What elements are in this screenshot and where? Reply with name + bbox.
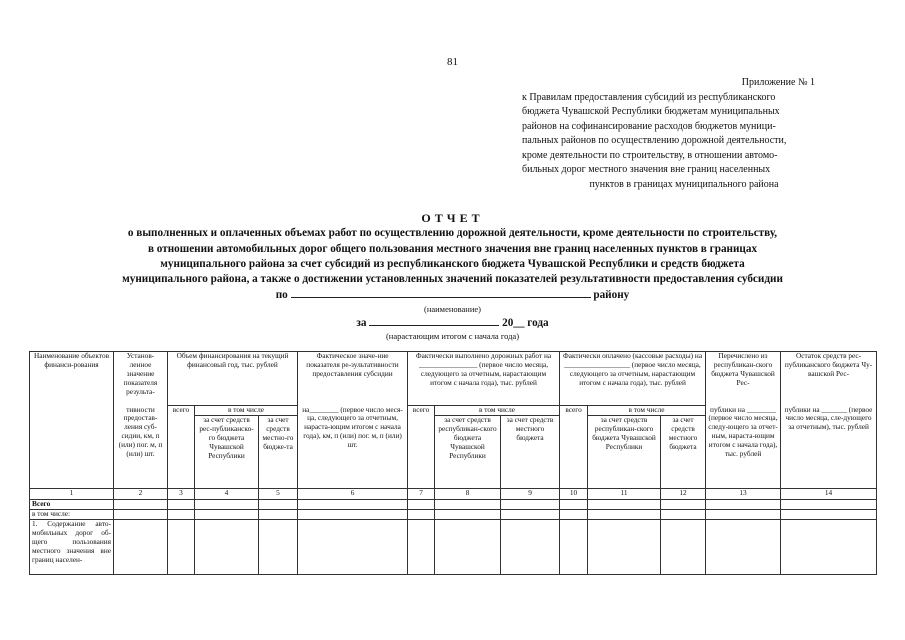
appendix-last-line: пунктов в границах муниципального района	[589, 178, 779, 190]
table-row	[30, 499, 877, 509]
report-subtitle-line: о выполненных и оплаченных объемах работ по осуществлению дорожной деятельности, кроме деятельности по строительству,	[127, 227, 778, 240]
column-number: 8	[435, 488, 501, 499]
column-number: 5	[259, 488, 298, 499]
column-number: 12	[661, 488, 706, 499]
header-paid-total: всего	[560, 406, 588, 489]
district-suffix: району	[593, 289, 630, 302]
column-number: 13	[706, 488, 781, 499]
appendix-line: бюджета Чувашской Республики бюджетам муниципальных	[522, 106, 780, 117]
appendix-block	[522, 76, 846, 192]
column-number: 6	[298, 488, 408, 499]
header-indicator-value-cont: тивности предостав-ления суб-сидии, км, п (или) пог. м, п (или) шт.	[114, 406, 168, 489]
header-work-done: Фактически выполнено дорожных работ на ________________ (первое число месяца, следующего за отчетным, нарастающим итогом с начала года), тыс. рублей	[408, 352, 560, 406]
appendix-line: районов на софинансирование расходов бюджетов муници-	[522, 120, 776, 132]
column-number: 1	[30, 488, 114, 499]
column-number: 3	[168, 488, 195, 499]
district-line	[30, 287, 875, 303]
district-prefix: по	[275, 289, 288, 302]
header-funding-volume: Объем финансирования на текущий финансовый год, тыс. рублей	[168, 352, 298, 406]
header-done-total: всего	[408, 406, 435, 489]
header-done-including: в том числе	[435, 406, 560, 416]
header-paid-rep-budget: за счет средств республикан-ского бюджета Чувашской Республики	[588, 415, 661, 488]
header-actual-indicator-cont: на________ (первое число меся-ца, следующего за отчетным, нараста-ющим итогом с начала года), км, п (или) пог. м, п (или) шт.	[298, 406, 408, 489]
header-paid-mun-budget: за счет средств местного бюджета	[661, 415, 706, 488]
header-paid-including: в том числе	[588, 406, 706, 416]
appendix-line: пальных районов по осуществлению дорожной деятельности,	[522, 135, 787, 146]
header-remainder-cont: публики на _______ (первое число месяца, сле-дующего за отчетным), тыс. рублей	[781, 406, 877, 489]
header-actual-indicator: Фактическое значе-ние показателя ре-зультативности предоставления субсидии	[298, 352, 408, 406]
row-label-total: Всего	[30, 499, 114, 509]
cumulative-caption: (нарастающим итогом с начала года)	[385, 331, 520, 342]
report-subtitle-line: муниципального района за счет субсидий из республиканского бюджета Чувашской Республики и средств бюджета	[160, 257, 745, 270]
report-subtitle-line: муниципального района, а также о достижении установленных значений показателей результативности предоставления субсидии	[122, 273, 783, 286]
district-name-field[interactable]	[291, 287, 591, 298]
page-number: 81	[447, 56, 458, 68]
column-number: 14	[781, 488, 877, 499]
column-number: 9	[501, 488, 560, 499]
period-prefix: за	[356, 316, 367, 329]
appendix-line: кроме деятельности по строительству, в отношении автомо-	[522, 149, 778, 161]
header-transferred: Перечислено из республикан-ского бюджета Чувашской Рес-	[706, 352, 781, 406]
period-year: 20__ года	[502, 316, 549, 329]
header-done-rep-budget: за счет средств республикан-ского бюджета Чувашской Республики	[435, 415, 501, 488]
appendix-heading: Приложение № 1	[741, 77, 815, 88]
column-number: 11	[588, 488, 661, 499]
header-funding-mun-budget: за счет средств местно-го бюдже-та	[259, 415, 298, 488]
table-row	[30, 509, 877, 519]
period-line	[30, 315, 875, 331]
header-done-mun-budget: за счет средств местного бюджета	[501, 415, 560, 488]
naming-caption: (наименование)	[423, 303, 482, 314]
column-number: 10	[560, 488, 588, 499]
row-label-including: в том числе:	[30, 509, 114, 519]
header-remainder: Остаток средств рес-публиканского бюджета Чу-вашской Рес-	[781, 352, 877, 406]
report-subtitle-line: в отношении автомобильных дорог общего пользования местного значения вне границ населенных пунктов в границах	[147, 242, 758, 255]
row-label-item-1: 1. Содержание авто-мобильных дорог об-щего пользования местного значения вне границ населен-	[30, 519, 114, 574]
column-number: 7	[408, 488, 435, 499]
header-funding-including: в том числе	[195, 406, 298, 416]
appendix-line: бильных дорог местного значения вне границ населенных	[522, 164, 771, 175]
header-funding-total: всего	[168, 406, 195, 489]
header-paid: Фактически оплачено (кассовые расходы) на __________________ (первое число месяца, следующего за отчетным, нарастающим итогом с начала года), тыс. рублей	[560, 352, 706, 406]
report-title: ОТЧЕТ	[421, 211, 484, 225]
column-number: 4	[195, 488, 259, 499]
appendix-line: к Правилам предоставления субсидий из республиканского	[522, 91, 776, 103]
period-field[interactable]	[369, 315, 499, 326]
report-table	[29, 351, 877, 575]
report-header	[30, 211, 875, 342]
column-number: 2	[114, 488, 168, 499]
header-funding-rep-budget: за счет средств рес-публиканско-го бюджета Чувашской Республики	[195, 415, 259, 488]
table-row	[30, 519, 877, 574]
column-numbers-row	[30, 488, 877, 499]
header-object-names: Наименование объектов финанси-рования	[30, 352, 114, 489]
header-indicator-value: Установ-ленное значение показателя результа-	[114, 352, 168, 406]
header-transferred-cont: публики на ________ (первое число месяца, следу-ющего за отчет-ным, нараста-ющим итогом с начала года), тыс. рублей	[706, 406, 781, 489]
